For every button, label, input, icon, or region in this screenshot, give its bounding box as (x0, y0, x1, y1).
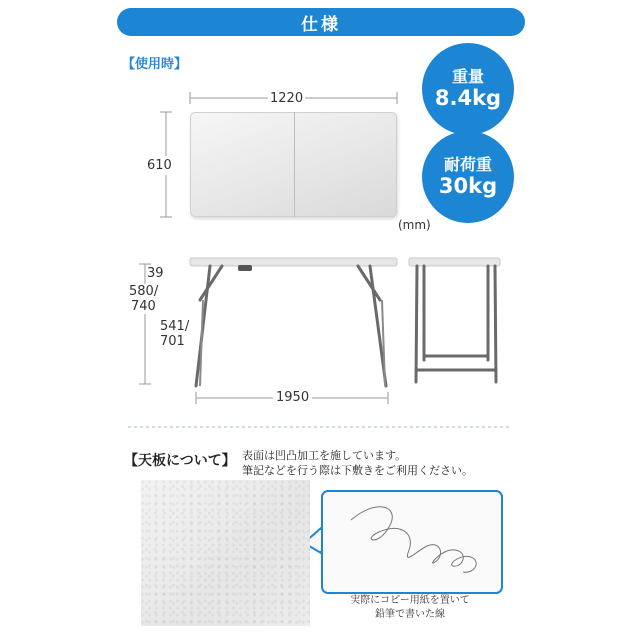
tabletop-note-title: 【天板について】 (124, 453, 236, 469)
height-dimension-1: 580/ (129, 284, 159, 299)
caption-line1: 実際にコピー用紙を置いて (350, 595, 470, 606)
width-dimension: 1220 (270, 91, 304, 106)
load-capacity-value: 30kg (438, 174, 498, 199)
pencil-line-sample-bubble (321, 490, 503, 594)
tabletop-texture-image (141, 480, 310, 626)
leg-height-dimension-2: 701 (160, 334, 185, 349)
height-dimension-2: 740 (131, 299, 156, 314)
leg-height-dimension-1: 541/ (160, 319, 190, 334)
weight-value: 8.4kg (434, 86, 502, 111)
top-view-table (190, 112, 397, 217)
weight-label: 重量 (451, 66, 484, 86)
unit-label: (mm) (398, 218, 431, 232)
front-view-table (190, 258, 397, 386)
pencil-scribble (323, 492, 497, 588)
caption-line2: 鉛筆で書いた線 (375, 609, 445, 620)
load-capacity-label: 耐荷重 (443, 154, 492, 174)
depth-dimension: 610 (147, 158, 172, 173)
tabletop-note-line2: 筆記などを行う際は下敷きをご利用ください。 (242, 464, 473, 477)
leg-span-dimension: 1950 (273, 390, 312, 405)
tabletop-note-line1: 表面は凹凸加工を施しています。 (242, 449, 407, 462)
side-view-table (409, 258, 500, 382)
in-use-label: 【使用時】 (122, 57, 188, 72)
spec-header-title: 仕様 (301, 14, 341, 35)
top-thickness-dimension: 39 (147, 266, 164, 281)
